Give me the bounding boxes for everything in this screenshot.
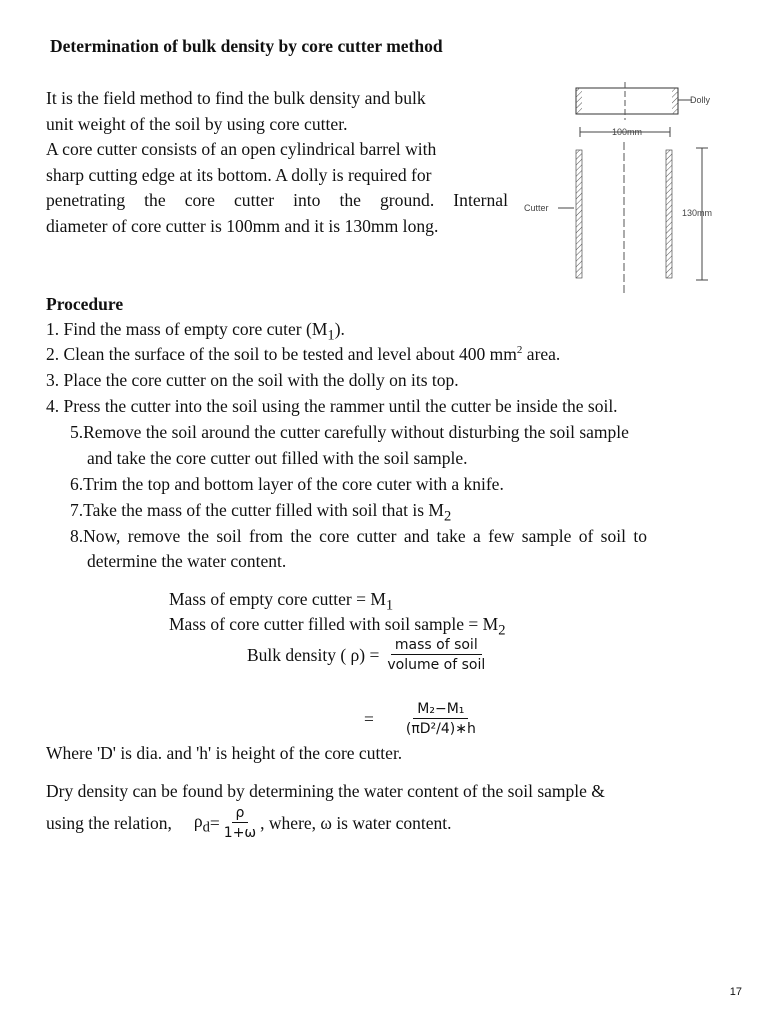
procedure-step: 5.Remove the soil around the cutter carefully without disturbing the soil sample <box>70 422 629 442</box>
bulk-density-formula: Bulk density ( ρ) = $\frac{\text{mass of soil}}{\text{volume of soil}}$ <box>247 636 489 675</box>
dry-numerator: ρ <box>232 804 249 823</box>
dry-denominator: 1+ω <box>223 825 257 841</box>
expanded-denominator: (πD²/4)∗h <box>405 721 476 737</box>
intro-line: diameter of core cutter is 100mm and it is 130mm long. <box>46 215 439 236</box>
procedure-step: 8.Now, remove the soil from the core cutter and take a few sample of soil to <box>70 526 647 546</box>
height-label: 130mm <box>682 208 713 218</box>
procedure-step: 2. Clean the surface of the soil to be tested and level about 400 $mm^2$ area. <box>46 344 561 364</box>
procedure-step-continuation: determine the water content. <box>87 551 287 571</box>
intro-paragraph <box>46 86 508 240</box>
expanded-numerator: M₂−M₁ <box>413 700 468 719</box>
mass-empty-formula: Mass of empty core cutter = $M_1$ <box>169 589 394 614</box>
intro-line: A core cutter consists of an open cylindrical barrel with <box>46 139 437 160</box>
procedure-step: 3. Place the core cutter on the soil with the dolly on its top. <box>46 370 459 390</box>
dolly-shape <box>576 82 692 120</box>
bulk-density-expanded: = $\frac{\text{M₂−M₁}}{\text{(πD²/4)∗h}}$ <box>364 700 480 739</box>
procedure-step-continuation: and take the core cutter out filled with the soil sample. <box>87 448 468 468</box>
intro-line: sharp cutting edge at its bottom. A dolly is required for <box>46 164 432 185</box>
page-title: Determination of bulk density by core cutter method <box>50 36 443 56</box>
where-line: Where 'D' is dia. and 'h' is height of the core cutter. <box>46 743 403 763</box>
procedure-step: 7.Take the mass of the cutter filled with soil that is $M_2$ <box>70 500 452 525</box>
cutter-barrel-shape <box>576 142 672 294</box>
procedure-step: 4. Press the cutter into the soil using the rammer until the cutter be inside the soil. <box>46 396 618 416</box>
mass-filled-formula: Mass of core cutter filled with soil sample = $M_2$ <box>169 614 506 639</box>
intro-line: It is the field method to find the bulk density and bulk <box>46 88 426 108</box>
procedure-step: 6.Trim the top and bottom layer of the core cuter with a knife. <box>70 474 504 494</box>
dry-density-line1: Dry density can be found by determining the water content of the soil sample & <box>46 781 605 801</box>
intro-line: unit weight of the soil by using core cutter. <box>46 113 348 134</box>
dry-density-line2: using the relation, $\rho_d$ = $\frac{\rho}{1+\omega}$ , where, ω is water content. <box>46 805 452 841</box>
cutter-label: Cutter <box>524 203 549 213</box>
intro-line: penetrating the core cutter into the ground. Internal <box>46 190 508 211</box>
core-cutter-diagram <box>516 72 734 296</box>
page-number: 17 <box>729 986 742 998</box>
bulk-denominator: volume of soil <box>387 657 486 673</box>
bulk-numerator: mass of soil <box>391 636 482 655</box>
procedure-step: 1. Find the mass of empty core cuter $(M_1)$. <box>46 319 345 344</box>
dolly-label: Dolly <box>690 95 711 105</box>
diameter-label: 100mm <box>612 127 643 137</box>
procedure-heading: Procedure <box>46 294 124 314</box>
